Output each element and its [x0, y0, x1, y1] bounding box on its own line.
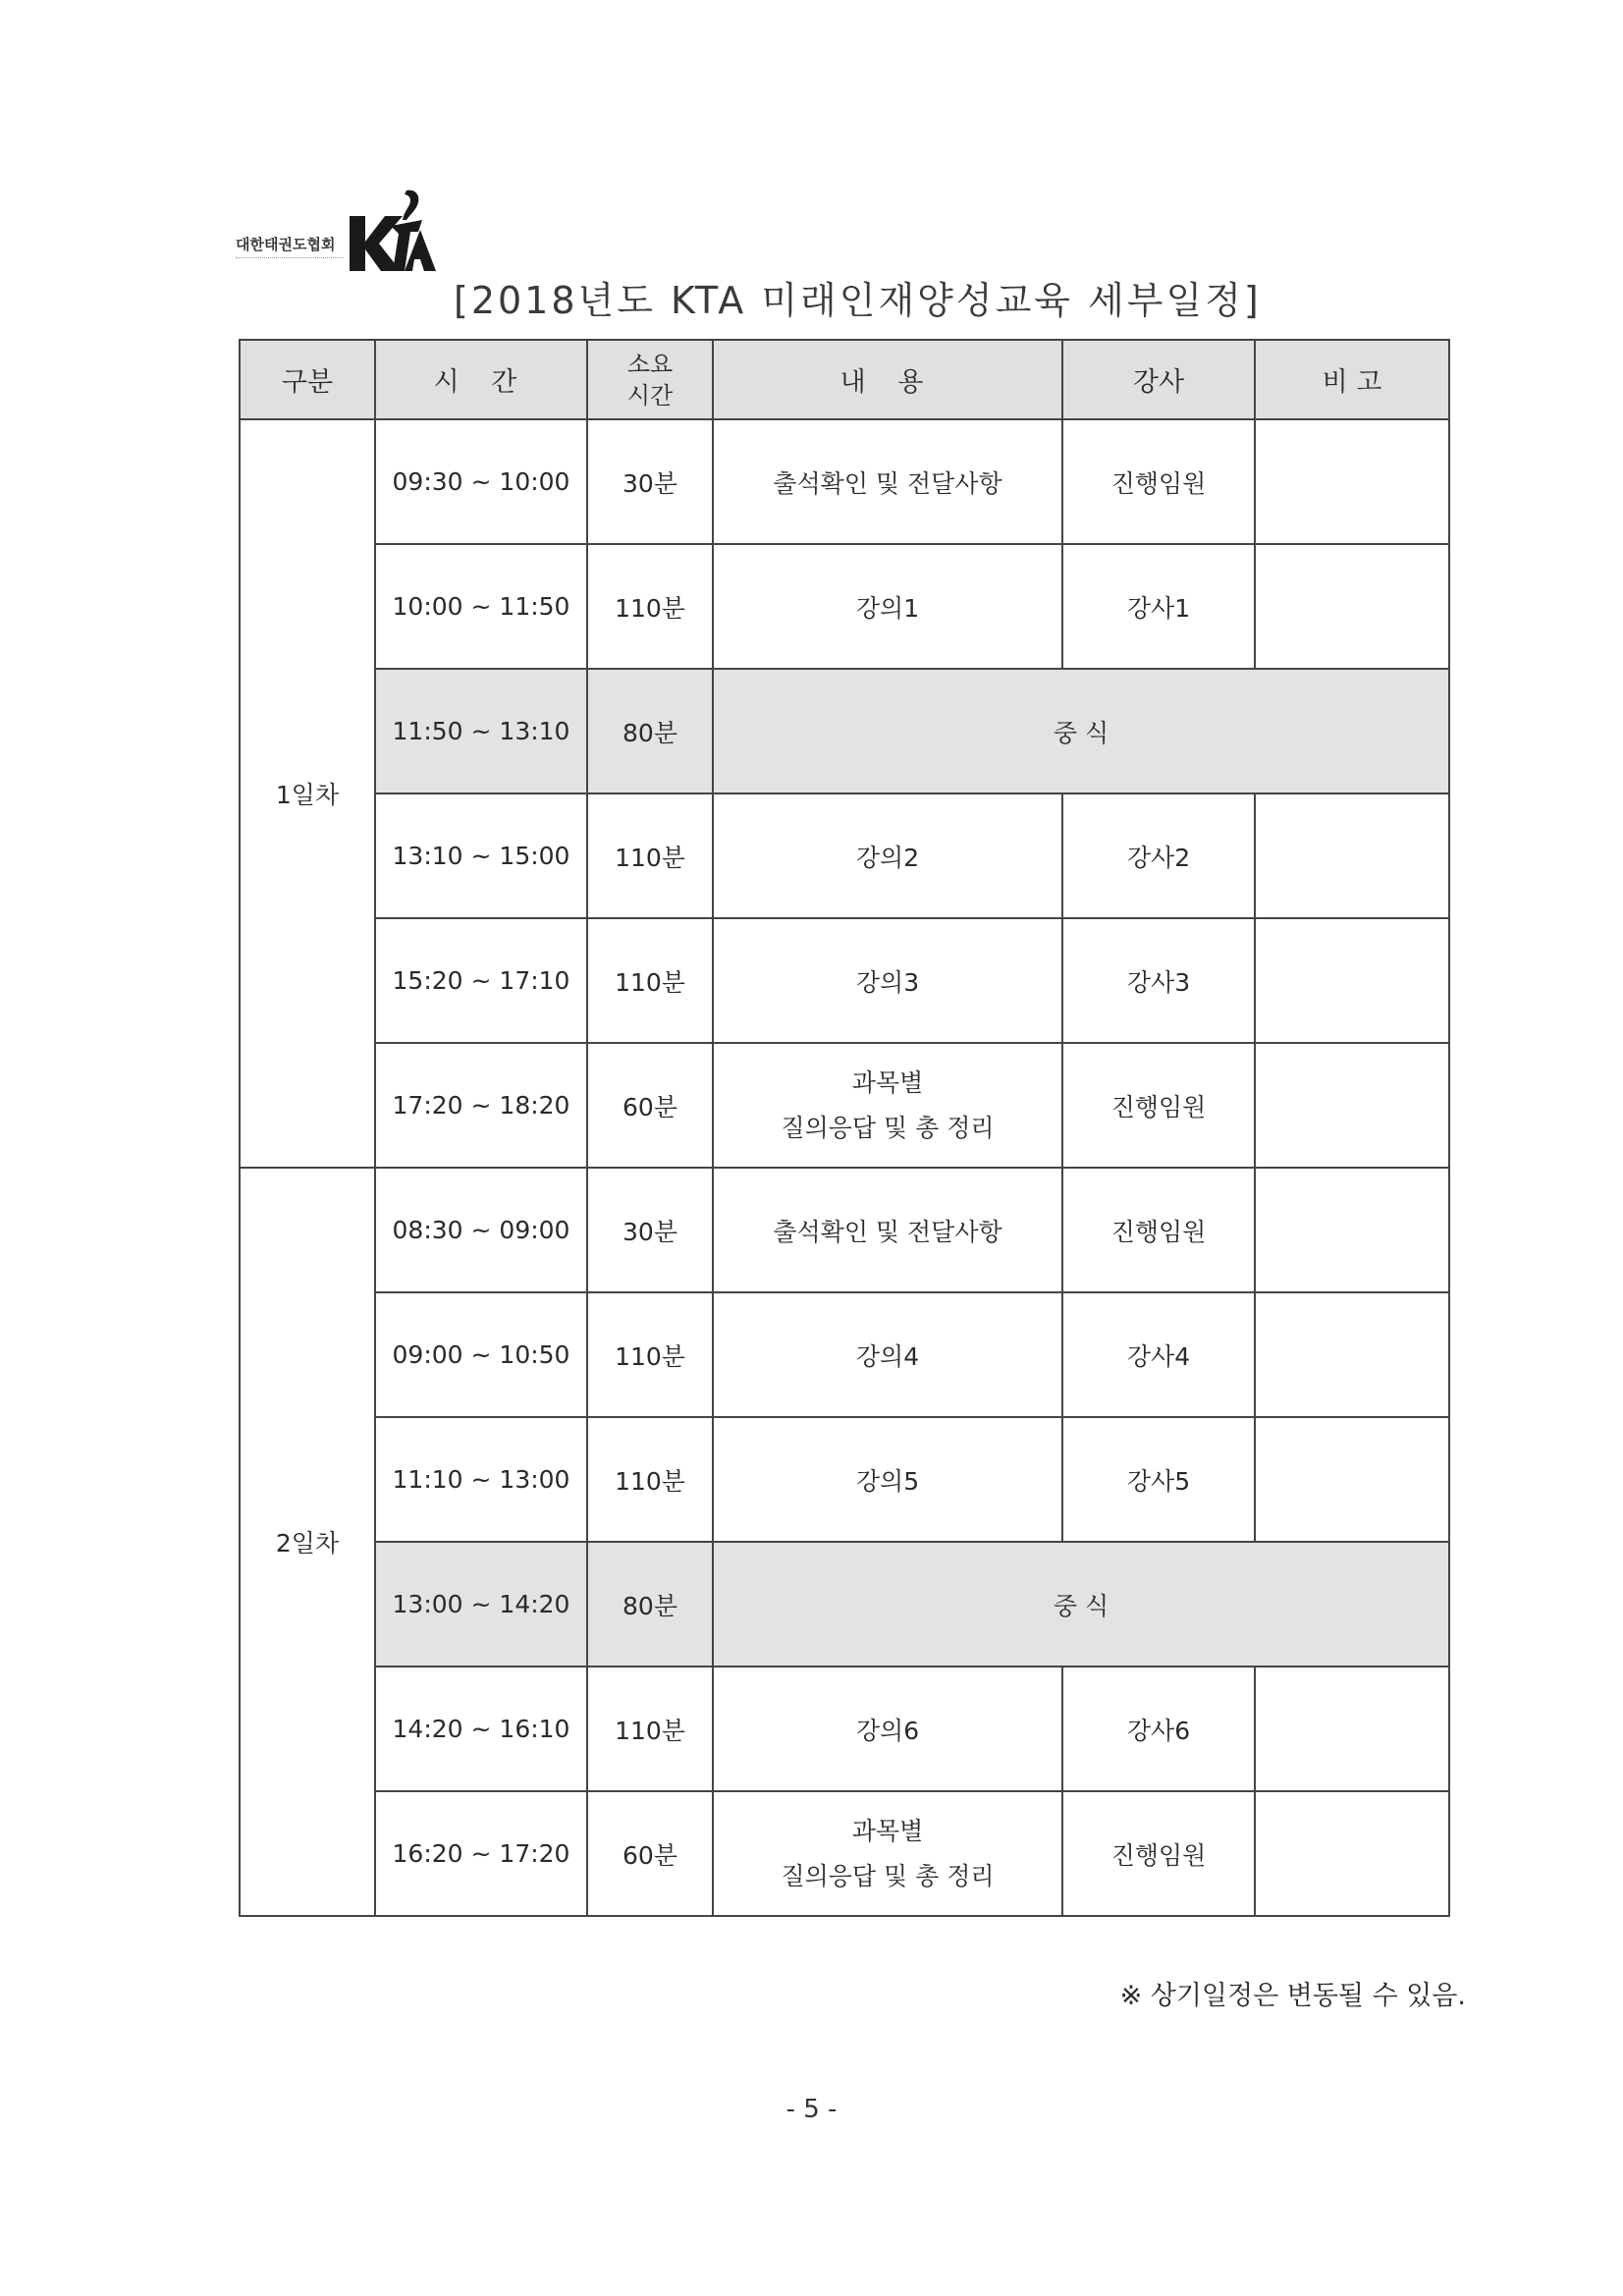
note-cell — [1255, 1417, 1449, 1542]
header-content: 내 용 — [713, 340, 1062, 419]
duration-cell: 110분 — [587, 544, 713, 669]
content-line: 과목별 — [851, 1816, 924, 1845]
content-cell: 출석확인 및 전달사항 — [713, 419, 1062, 544]
time-cell: 15:20 ~ 17:10 — [375, 918, 587, 1043]
time-cell: 09:00 ~ 10:50 — [375, 1292, 587, 1417]
lunch-cell: 중 식 — [713, 1542, 1449, 1667]
header-note: 비 고 — [1255, 340, 1449, 419]
instructor-cell: 진행임원 — [1062, 1791, 1255, 1916]
note-cell — [1255, 1667, 1449, 1791]
note-cell — [1255, 419, 1449, 544]
table-row — [240, 1292, 1449, 1417]
duration-cell: 60분 — [587, 1791, 713, 1916]
table-row — [240, 1791, 1449, 1916]
instructor-cell: 강사4 — [1062, 1292, 1255, 1417]
duration-cell: 30분 — [587, 419, 713, 544]
duration-cell: 110분 — [587, 793, 713, 918]
lunch-row — [240, 669, 1449, 793]
note-cell — [1255, 1168, 1449, 1292]
day-label: 1일차 — [240, 419, 375, 1168]
schedule-table — [239, 339, 1450, 1917]
lunch-cell: 중 식 — [713, 669, 1449, 793]
content-cell: 강의4 — [713, 1292, 1062, 1417]
instructor-cell: 진행임원 — [1062, 1043, 1255, 1168]
time-cell: 11:50 ~ 13:10 — [375, 669, 587, 793]
duration-cell: 60분 — [587, 1043, 713, 1168]
association-name: 대한태권도협회 — [236, 236, 336, 253]
content-line: 질의응답 및 총 정리 — [781, 1113, 995, 1142]
content-line: 과목별 — [851, 1067, 924, 1097]
table-header-row — [240, 340, 1449, 419]
duration-cell: 80분 — [587, 1542, 713, 1667]
page-number: - 5 - — [785, 2095, 838, 2124]
table-row — [240, 918, 1449, 1043]
note-cell — [1255, 1791, 1449, 1916]
table-row — [240, 793, 1449, 918]
header-time: 시 간 — [375, 340, 587, 419]
table-row — [240, 1043, 1449, 1168]
duration-cell: 110분 — [587, 1292, 713, 1417]
time-cell: 13:10 ~ 15:00 — [375, 793, 587, 918]
note-cell — [1255, 1292, 1449, 1417]
content-cell: 강의5 — [713, 1417, 1062, 1542]
day-label: 2일차 — [240, 1168, 375, 1916]
time-cell: 14:20 ~ 16:10 — [375, 1667, 587, 1791]
note-cell — [1255, 1043, 1449, 1168]
content-cell: 강의2 — [713, 793, 1062, 918]
table-row — [240, 544, 1449, 669]
table-row — [240, 1417, 1449, 1542]
time-cell: 09:30 ~ 10:00 — [375, 419, 587, 544]
content-line: 질의응답 및 총 정리 — [781, 1861, 995, 1890]
logo-underline — [236, 257, 344, 261]
time-cell: 08:30 ~ 09:00 — [375, 1168, 587, 1292]
duration-cell: 30분 — [587, 1168, 713, 1292]
page-title: [2018년도 KTA 미래인재양성교육 세부일정] — [454, 279, 1262, 323]
note-cell — [1255, 544, 1449, 669]
note-cell — [1255, 793, 1449, 918]
time-cell: 17:20 ~ 18:20 — [375, 1043, 587, 1168]
note-cell — [1255, 918, 1449, 1043]
time-cell: 11:10 ~ 13:00 — [375, 1417, 587, 1542]
content-cell: 강의6 — [713, 1667, 1062, 1791]
instructor-cell: 강사5 — [1062, 1417, 1255, 1542]
time-cell: 16:20 ~ 17:20 — [375, 1791, 587, 1916]
instructor-cell: 강사6 — [1062, 1667, 1255, 1791]
instructor-cell: 진행임원 — [1062, 419, 1255, 544]
content-cell — [713, 1043, 1062, 1168]
schedule-change-note: ※ 상기일정은 변동될 수 있음. — [1119, 1981, 1466, 2011]
content-cell: 출석확인 및 전달사항 — [713, 1168, 1062, 1292]
header-duration: 소요 시간 — [587, 340, 713, 419]
content-cell: 강의3 — [713, 918, 1062, 1043]
content-cell — [713, 1791, 1062, 1916]
instructor-cell: 강사1 — [1062, 544, 1255, 669]
instructor-cell: 강사3 — [1062, 918, 1255, 1043]
table-row — [240, 1168, 1449, 1292]
table-row — [240, 419, 1449, 544]
header-instructor: 강사 — [1062, 340, 1255, 419]
time-cell: 10:00 ~ 11:50 — [375, 544, 587, 669]
instructor-cell: 진행임원 — [1062, 1168, 1255, 1292]
duration-cell: 110분 — [587, 1667, 713, 1791]
duration-cell: 110분 — [587, 918, 713, 1043]
kta-logo-icon — [346, 187, 440, 275]
header-category: 구분 — [240, 340, 375, 419]
instructor-cell: 강사2 — [1062, 793, 1255, 918]
duration-cell: 110분 — [587, 1417, 713, 1542]
document-header — [236, 187, 1316, 323]
lunch-row — [240, 1542, 1449, 1667]
content-cell: 강의1 — [713, 544, 1062, 669]
time-cell: 13:00 ~ 14:20 — [375, 1542, 587, 1667]
duration-cell: 80분 — [587, 669, 713, 793]
table-row — [240, 1667, 1449, 1791]
